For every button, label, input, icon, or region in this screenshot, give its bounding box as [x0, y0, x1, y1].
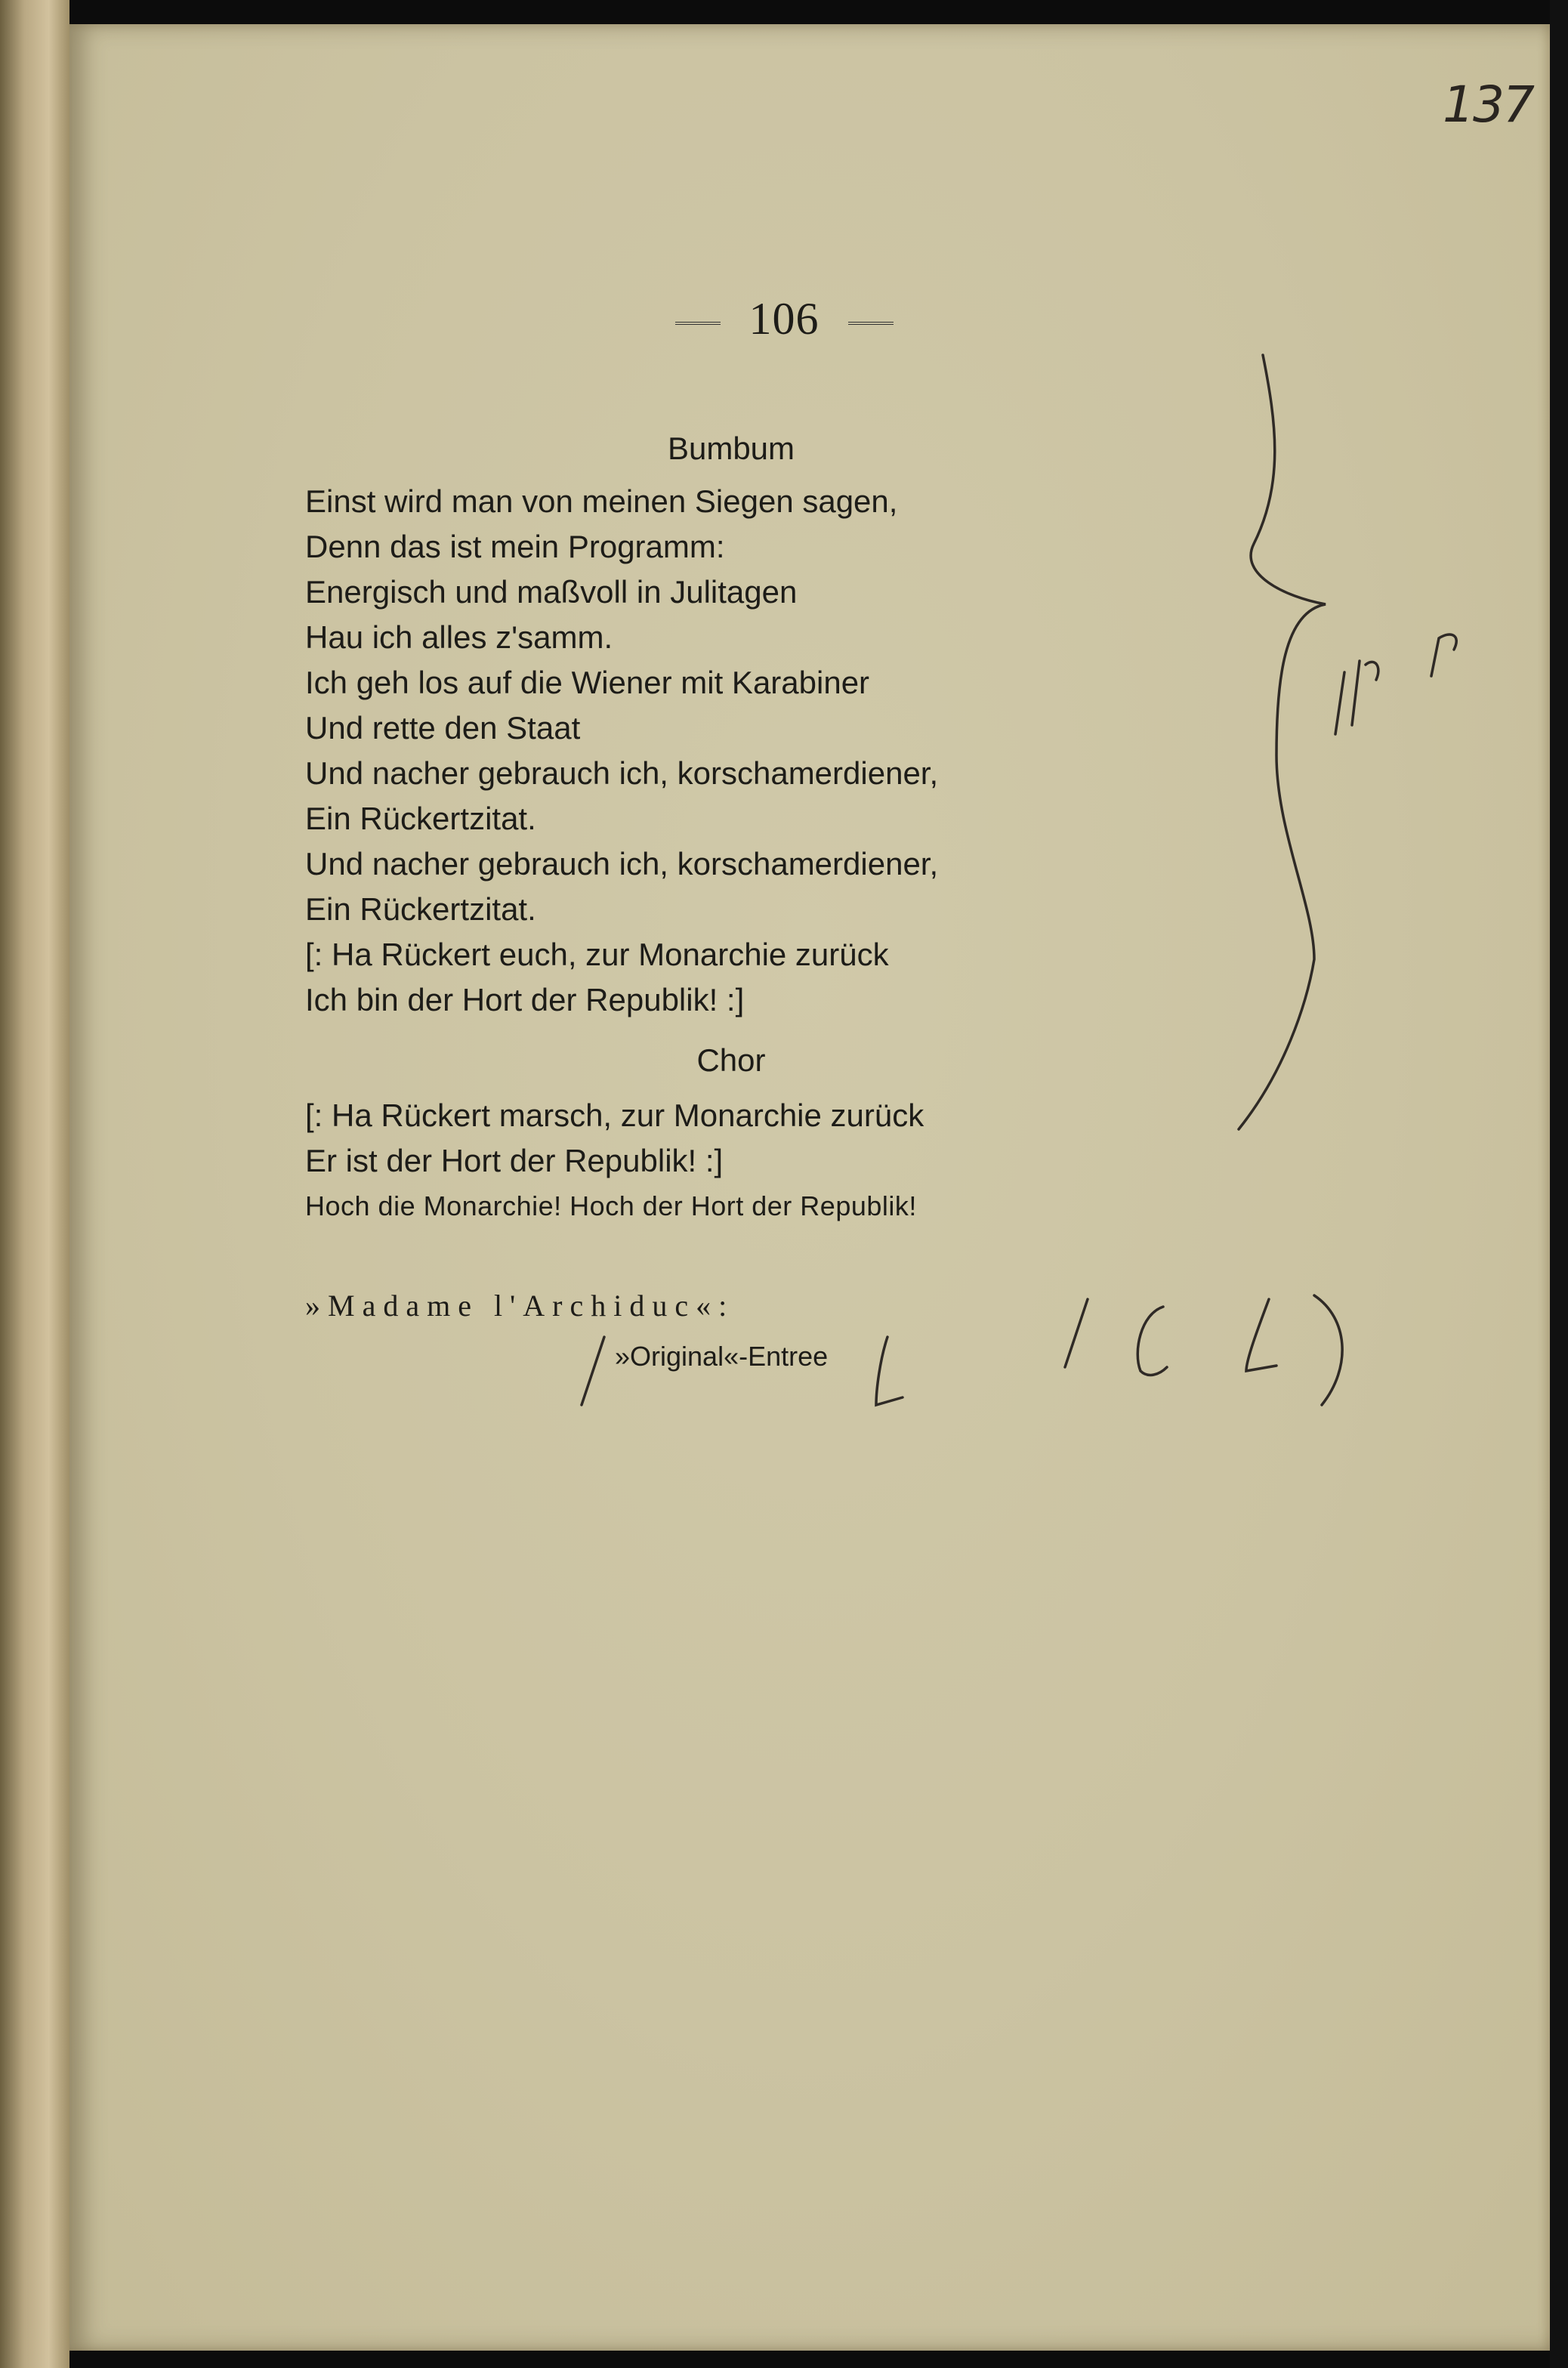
verse-line: Und nacher gebrauch ich, korschamerdiener, — [305, 755, 939, 791]
closing-line: Hoch die Monarchie! Hoch der Hort der Republik! — [305, 1190, 917, 1221]
verse-line: Energisch und maßvoll in Julitagen — [305, 574, 798, 610]
page-number-dash-right — [848, 322, 894, 325]
chorus-line: Er ist der Hort der Republik! :] — [305, 1143, 724, 1178]
page-number — [0, 293, 1568, 345]
verse-line: Einst wird man von meinen Siegen sagen, — [305, 483, 898, 519]
verse-line: Denn das ist mein Programm: — [305, 529, 725, 564]
book-gutter — [0, 0, 69, 2368]
chorus-block — [305, 1093, 1136, 1229]
next-song-subtitle: »Original«-Entree — [615, 1341, 829, 1372]
scan-border-bottom — [69, 2351, 1550, 2368]
song-title: Bumbum — [667, 431, 795, 466]
chorus-line: [: Ha Rückert marsch, zur Monarchie zurück — [305, 1098, 924, 1133]
verse-line: Ich geh los auf die Wiener mit Karabiner — [305, 665, 870, 700]
verse-line: Ein Rückertzitat. — [305, 891, 536, 927]
verse-line: Hau ich alles z'samm. — [305, 619, 613, 655]
verse-line: Und nacher gebrauch ich, korschamerdiener, — [305, 846, 939, 881]
verse-line: Ein Rückertzitat. — [305, 801, 536, 836]
archive-folio-number: 137 — [1443, 76, 1533, 134]
chorus-heading: Chor — [696, 1042, 766, 1078]
next-song-title: »Madame l'Archiduc«: — [305, 1289, 735, 1323]
scan-border-top — [69, 0, 1550, 24]
verse-block — [305, 479, 1136, 1023]
verse-line: [: Ha Rückert euch, zur Monarchie zurück — [305, 937, 889, 972]
scan-border-right — [1550, 0, 1568, 2368]
verse-line: Und rette den Staat — [305, 710, 581, 746]
page-number-dash-left — [675, 322, 721, 325]
verse-line: Ich bin der Hort der Republik! :] — [305, 982, 745, 1017]
page-number-text: 106 — [749, 294, 819, 344]
